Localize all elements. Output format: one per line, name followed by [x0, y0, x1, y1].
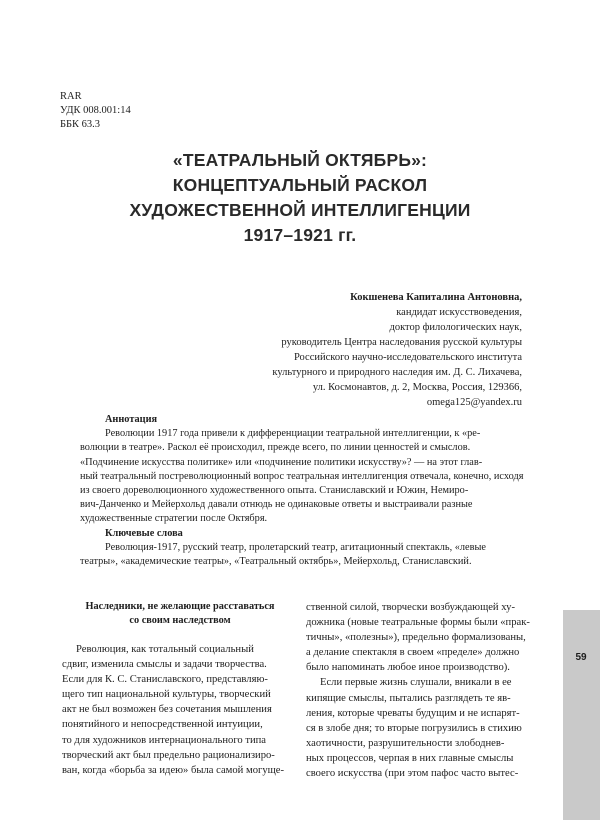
title-line: 1917–1921 гг. — [243, 225, 357, 245]
keywords-line: театры», «академические театры», «Театральный октябрь», Мейерхольд, Станиславский. — [80, 556, 472, 568]
title-line: «ТЕАТРАЛЬНЫЙ ОКТЯБРЬ»: — [172, 150, 428, 170]
body-line: акт не был возможен без сочетания мышления — [62, 704, 272, 716]
author-line: культурного и природного наследия им. Д. С. Лихачева, — [272, 367, 522, 378]
body-line: щего тип национальной культуры, творческий — [62, 689, 271, 701]
body-line: дожника (новые театральные формы были «прак- — [306, 617, 530, 629]
author-block — [272, 290, 522, 410]
section-title-line: Наследники, не желающие расставаться — [85, 601, 275, 612]
body-line: ления, которые чреваты будущим и не испарят- — [306, 707, 520, 719]
body-line: а делание спектакля в своем «пределе» должно — [306, 647, 520, 659]
author-line: доктор филологических наук, — [389, 322, 522, 333]
body-line: Революция, как тотальный социальный — [76, 644, 254, 655]
body-line: было напоминать любое иное производство). — [306, 662, 510, 674]
body-line: то для художников интернационального типа — [62, 734, 267, 746]
abstract-line: художественные стратегии после Октября. — [80, 513, 268, 525]
author-line: кандидат искусствоведения, — [396, 307, 522, 318]
body-line: творческий акт был предельно рационализиро- — [62, 749, 275, 761]
left-column — [62, 600, 298, 778]
keywords-line: Революция-1917, русский театр, пролетарский театр, агитационный спектакль, «левые — [105, 541, 486, 553]
abstract-block — [80, 413, 525, 569]
body-line: ных процессов, черпая в них главные смыслы — [306, 752, 514, 764]
body-line: сдвиг, изменила смыслы и задачи творчества. — [62, 659, 267, 671]
section-title — [62, 600, 298, 628]
abstract-heading: Аннотация — [105, 414, 158, 425]
abstract-line: из своего дореволюционного художественного опыта. Станиславский и Южин, Немиро- — [80, 485, 469, 497]
body-line: Если для К. С. Станиславского, представляю- — [62, 674, 268, 686]
body-line: кипящие смыслы, пытались разглядеть те яв- — [306, 692, 511, 704]
title-line: ХУДОЖЕСТВЕННОЙ ИНТЕЛЛИГЕНЦИИ — [129, 200, 471, 220]
author-line: ул. Космонавтов, д. 2, Москва, Россия, 129366, — [312, 382, 522, 393]
article-title — [60, 148, 540, 248]
page-number: 59 — [575, 652, 587, 663]
rar-code: RAR — [60, 91, 82, 102]
body-line: хаотичности, разрушительности злободнев- — [306, 737, 505, 749]
author-line: руководитель Центра наследования русской культуры — [281, 337, 522, 348]
abstract-line: волюции в театре». Раскол её происходил, прежде всего, по линии ценностей и смыслов. — [80, 442, 471, 454]
body-line: Если первые жизнь слушали, вникали в ее — [320, 677, 512, 689]
author-name: Кокшенева Капиталина Антоновна, — [350, 292, 522, 303]
udk-code: УДК 008.001:14 — [60, 105, 131, 116]
body-line: ся в злобе дня; то вторые погрузились в стихию — [306, 722, 522, 734]
abstract-line: вич-Данченко и Мейерхольд давали отнюдь не одинаковые ответы и выстраивали разные — [80, 499, 473, 511]
title-line: КОНЦЕПТУАЛЬНЫЙ РАСКОЛ — [172, 175, 428, 195]
body-line: своего искусства (при этом пафос часто вытес- — [306, 768, 519, 780]
body-line: тичны», «полезны»), предельно формализованы, — [306, 632, 526, 644]
abstract-line: «Подчинение искусства политике» или «подчинение политики искусству»? — на этот глав- — [80, 456, 483, 468]
body-line: ван, когда «борьба за идею» была самой могуще- — [62, 764, 285, 776]
body-line: ственной силой, творчески возбуждающей ху- — [306, 602, 515, 613]
author-email: omega125@yandex.ru — [426, 397, 522, 408]
section-title-line: со своим наследством — [129, 615, 231, 626]
body-line: понятийного и непосредственной интуиции, — [62, 719, 263, 731]
keywords-heading: Ключевые слова — [105, 527, 183, 539]
page-edge-tab — [563, 610, 600, 820]
abstract-line: ный театральный постреволюционный вопрос театральная интеллигенция отвечала, конечно, исходя — [80, 470, 524, 482]
abstract-line: Революции 1917 года привели к дифференциации театральной интеллигенции, к «ре- — [105, 428, 481, 440]
classification-codes — [60, 90, 131, 132]
author-line: Российского научно-исследовательского института — [293, 352, 522, 363]
right-column — [306, 600, 542, 781]
bbk-code: ББК 63.3 — [60, 119, 101, 130]
